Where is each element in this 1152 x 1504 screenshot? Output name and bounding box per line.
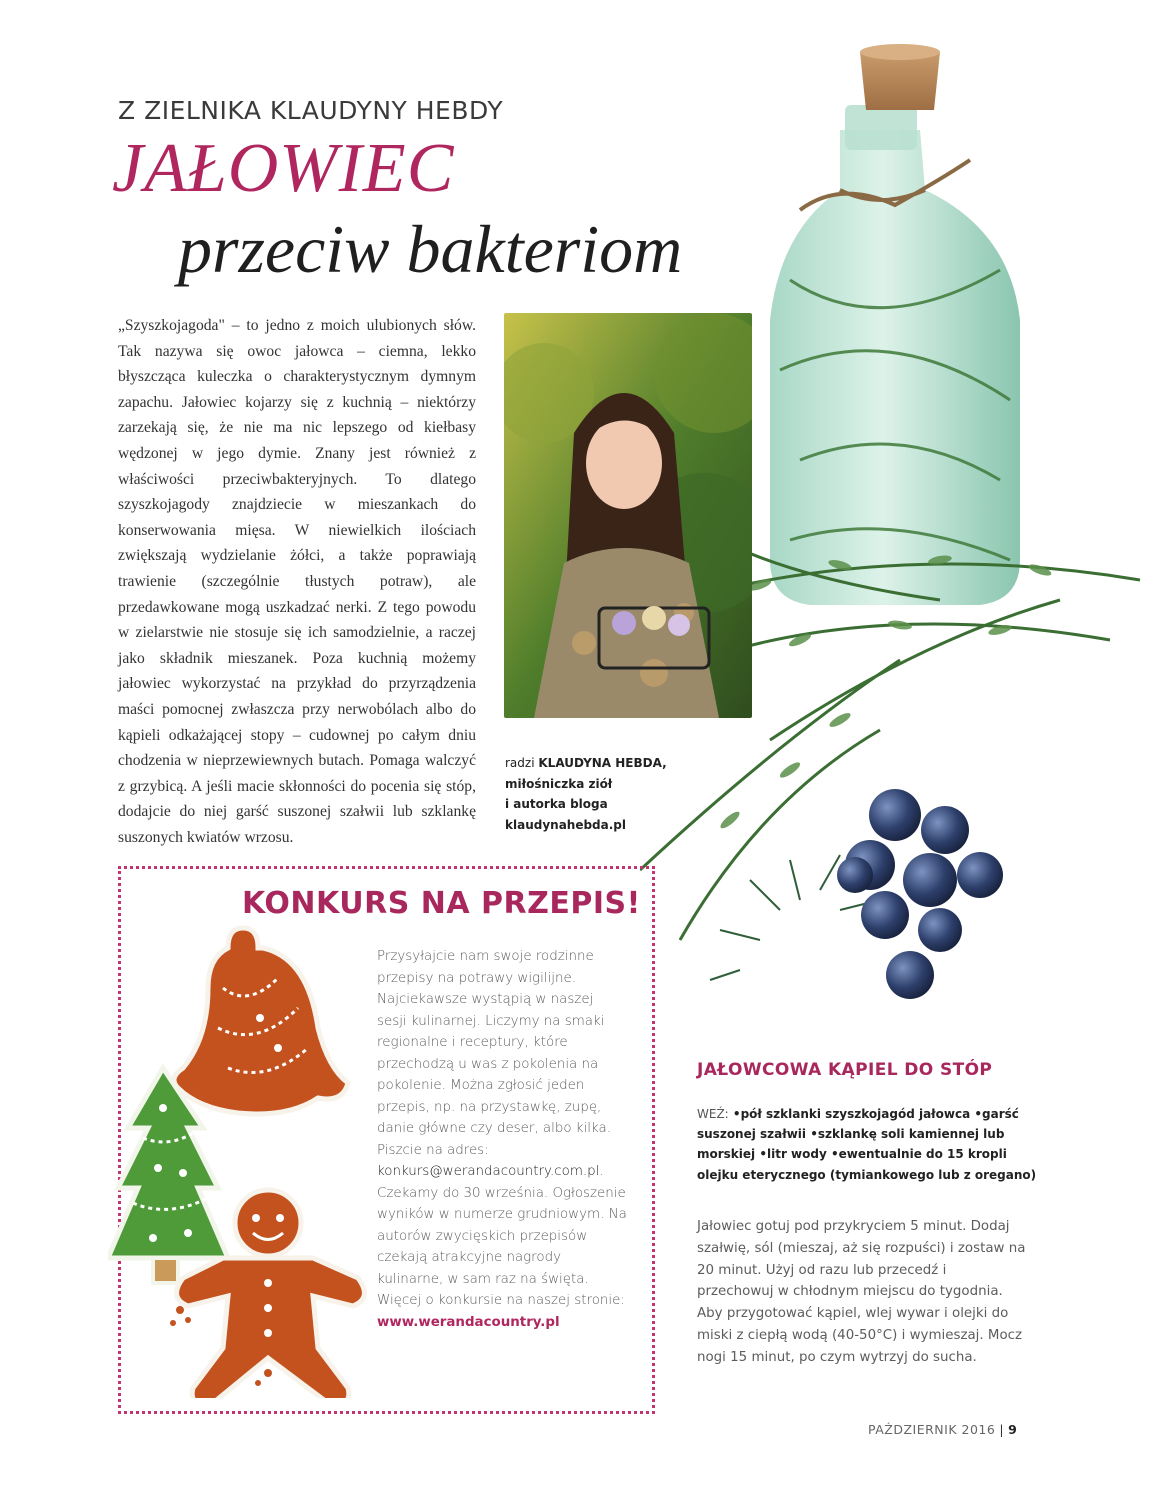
article-title: JAŁOWIEC	[112, 130, 455, 207]
ingredients-lead: WEŹ:	[697, 1107, 729, 1121]
footer-separator: |	[999, 1422, 1005, 1437]
gingerbread-cookies-illustration	[108, 918, 378, 1398]
page-footer	[868, 1422, 1017, 1437]
contest-website-link[interactable]: www.werandacountry.pl	[377, 1314, 560, 1330]
caption-prefix: radzi	[505, 756, 535, 770]
author-photo	[504, 313, 752, 718]
contest-text	[377, 946, 627, 1333]
section-kicker: Z ZIELNIKA KLAUDYNY HEBDY	[118, 96, 504, 125]
contest-email-link[interactable]: konkurs@werandacountry.com.pl	[377, 1164, 600, 1179]
article-body: „Szyszkojagoda" – to jedno z moich ulubionych słów. Tak nazywa się owoc jałowca – ciemna, lekko błyszcząca kuleczka o charakterystycznym dymnym zapachu. Jałowiec kojarzy się z kuchnią – niektórzy zarzekają się, że nie ma nic lepszego od kiełbasy wędzonej w jego dymie. Znany jest również z właściwości przeciwbakteryjnych. To dlatego szyszkojagody znajdziecie w mieszankach do konserwowania mięsa. W niewielkich ilościach zwiększają wydzielanie żółci, a także poprawiają trawienie (szczególnie tłustych potraw), ale przedawkowane mogą uszkadzać nerki. Z tego powodu w zielarstwie nie stosuje się ich samodzielnie, a raczej jako składnik mieszanek. Poza kuchnią możemy jałowiec wykorzystać na przykład do przyrządzenia maści pomocnej zwłaszcza przy nerwobólach albo do kąpieli odkażającej stopy – cudownej po całym dniu chodzenia w nieprzewiewnych butach. Pomaga walczyć z grzybicą. A jeśli macie skłonności do pocenia się stóp, dodajcie do niej garść suszonej szałwii lub szklankę suszonych kwiatów wrzosu.	[118, 317, 476, 846]
issue-date: PAŹDZIERNIK 2016	[868, 1422, 996, 1437]
article-subtitle: przeciw bakteriom	[178, 211, 683, 287]
caption-line3: i autorka bloga	[505, 797, 608, 811]
recipe-method: Jałowiec gotuj pod przykryciem 5 minut. Dodaj szałwię, sól (mieszaj, aż się rozpuści) i zostaw na 20 minut. Użyj od razu lub przecedź i przechowuj w chłodnym miejscu do tygodnia. Aby przygotować kąpiel, wlej wywar i olejki do miski z ciepłą wodą (40-50°C) i wymieszaj. Mocz nogi 15 minut, po czym wytrzyj do sucha.	[697, 1219, 1026, 1365]
contest-description-2: . Czekamy do 30 września. Ogłoszenie wyników w numerze grudniowym. Na autorów zwycięskich przepisów czekają atrakcyjne nagrody kulinarne, w sam raz na święta. Więcej o konkursie na naszej stronie:	[377, 1164, 627, 1308]
contest-title: KONKURS NA PRZEPIS!	[242, 886, 641, 921]
caption-blog: klaudynahebda.pl	[505, 817, 627, 832]
photo-caption	[505, 753, 685, 835]
contest-description: Przysyłajcie nam swoje rodzinne przepisy na potrawy wigilijne. Najciekawsze wystąpią w naszej sesji kulinarnej. Liczymy na smaki regionalne i receptury, które przechodzą u was z pokolenia na pokolenie. Można zgłosić jeden przepis, np. na przystawkę, zupę, danie główne czy deser, albo kilka. Piszcie na adres:	[377, 949, 611, 1158]
recipe-title: JAŁOWCOWA KĄPIEL DO STÓP	[697, 1060, 993, 1080]
recipe-ingredients	[697, 1104, 1037, 1185]
page-number: 9	[1008, 1422, 1018, 1437]
caption-line2: miłośniczka ziół	[505, 776, 613, 791]
ingredients-list: •pół szklanki szyszkojagód jałowca •garść suszonej szałwii •szklankę soli kamiennej lub morskiej •litr wody •ewentualnie do 15 kropli olejku eterycznego (tymiankowego lub z oregano)	[697, 1107, 1037, 1182]
caption-author: KLAUDYNA HEBDA,	[538, 756, 667, 770]
